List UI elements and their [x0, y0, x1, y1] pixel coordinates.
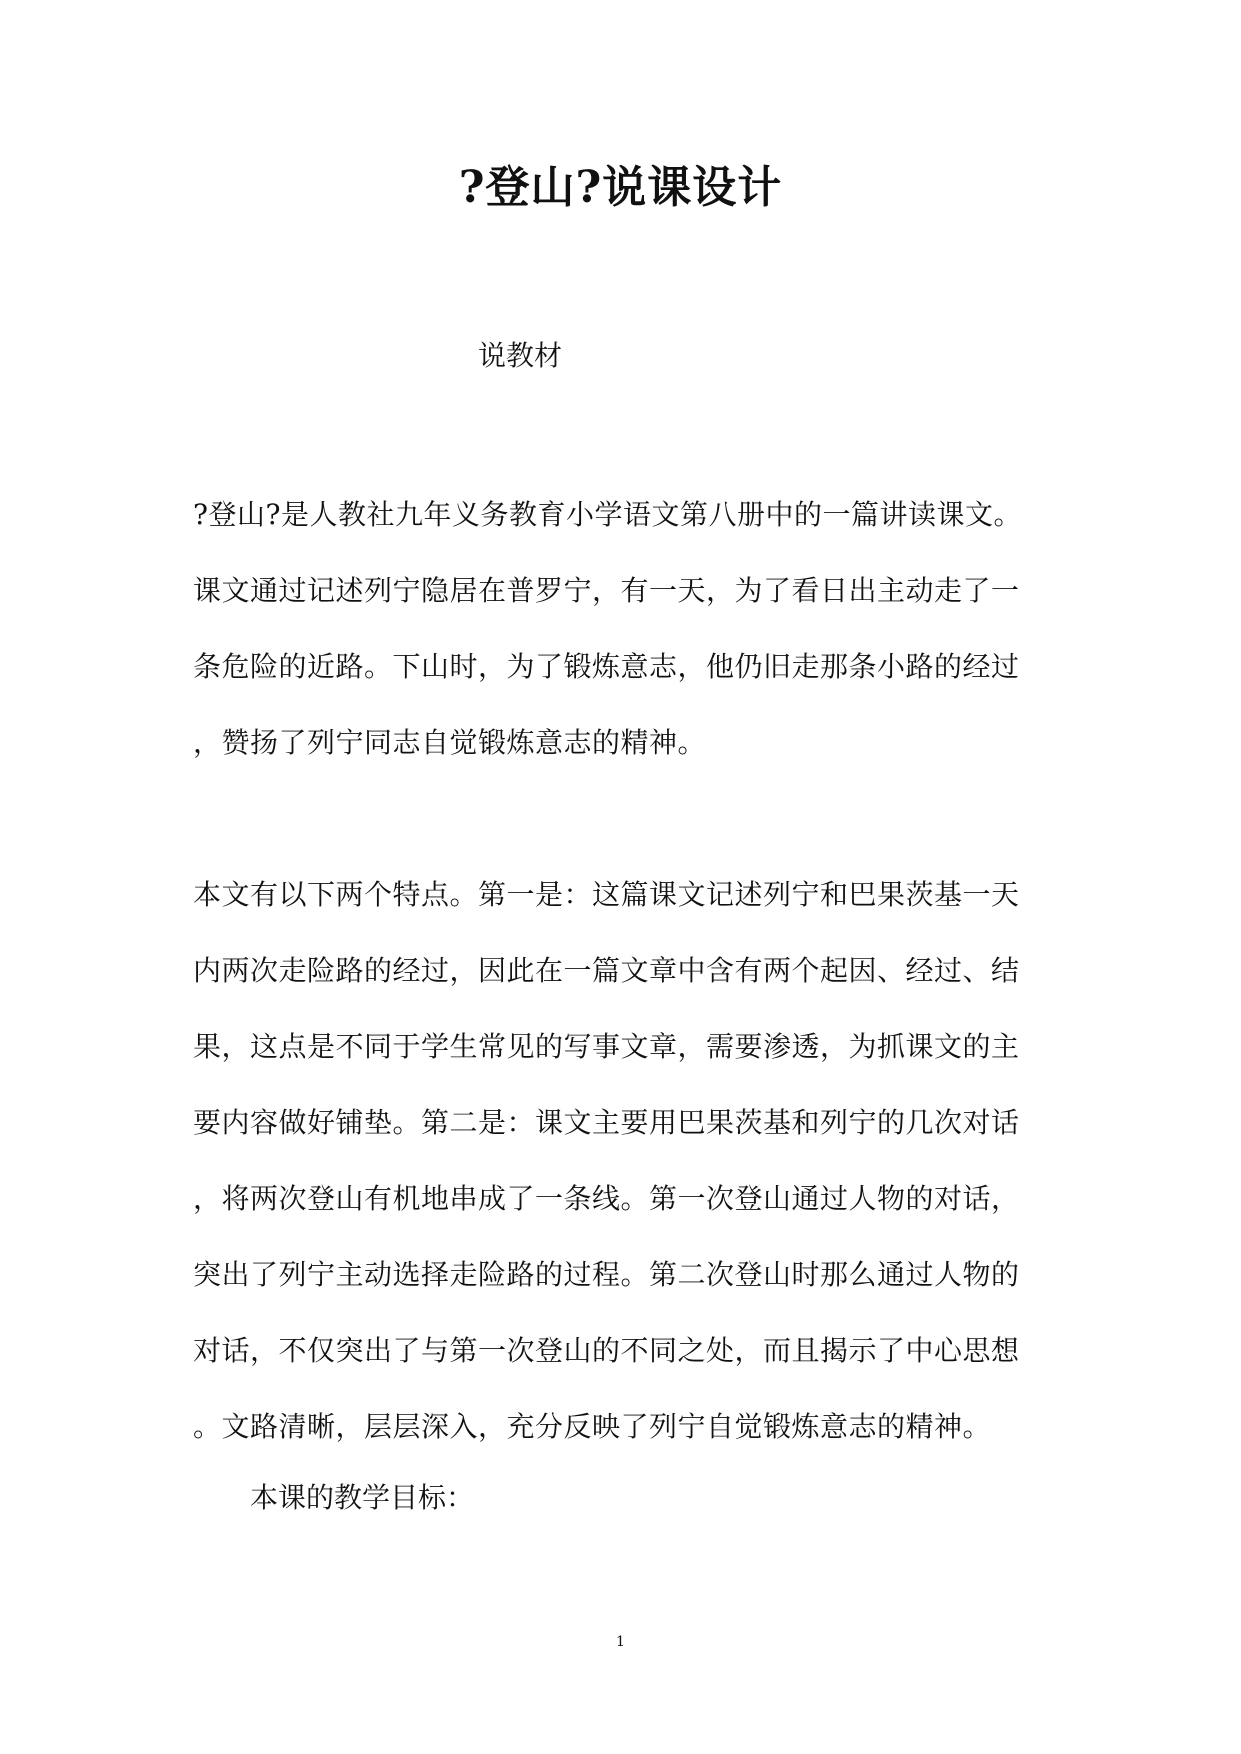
paragraph-line: 条危险的近路。下山时，为了锻炼意志，他仍旧走那条小路的经过 — [193, 650, 1020, 683]
paragraph-line: 要内容做好铺垫。第二是：课文主要用巴果茨基和列宁的几次对话 — [193, 1106, 1020, 1139]
paragraph-line: 本文有以下两个特点。第一是：这篇课文记述列宁和巴果茨基一天 — [193, 878, 1020, 911]
paragraph-line: ，将两次登山有机地串成了一条线。第一次登山通过人物的对话， — [193, 1182, 1020, 1215]
paragraph-line: ?登山?是人教社九年义务教育小学语文第八册中的一篇讲读课文。 — [193, 498, 1023, 531]
paragraph-line: ，赞扬了列宁同志自觉锻炼意志的精神。 — [193, 726, 707, 759]
paragraph-2 — [193, 857, 1053, 1465]
paragraph-1 — [193, 477, 1053, 781]
document-title: ?登山?说课设计 — [458, 162, 783, 213]
page-number: 1 — [616, 1634, 625, 1650]
paragraph-line: 。文路清晰，层层深入，充分反映了列宁自觉锻炼意志的精神。 — [193, 1410, 992, 1443]
objectives-heading: 本课的教学目标： — [250, 1481, 475, 1514]
paragraph-line: 课文通过记述列宁隐居在普罗宁，有一天，为了看日出主动走了一 — [193, 574, 1020, 607]
section-heading: 说教材 — [478, 339, 563, 372]
paragraph-line: 突出了列宁主动选择走险路的过程。第二次登山时那么通过人物的 — [193, 1258, 1020, 1291]
paragraph-line: 对话，不仅突出了与第一次登山的不同之处，而且揭示了中心思想 — [193, 1334, 1020, 1367]
paragraph-line: 果，这点是不同于学生常见的写事文章，需要渗透，为抓课文的主 — [193, 1030, 1020, 1063]
paragraph-line: 内两次走险路的经过，因此在一篇文章中含有两个起因、经过、结 — [193, 954, 1020, 987]
